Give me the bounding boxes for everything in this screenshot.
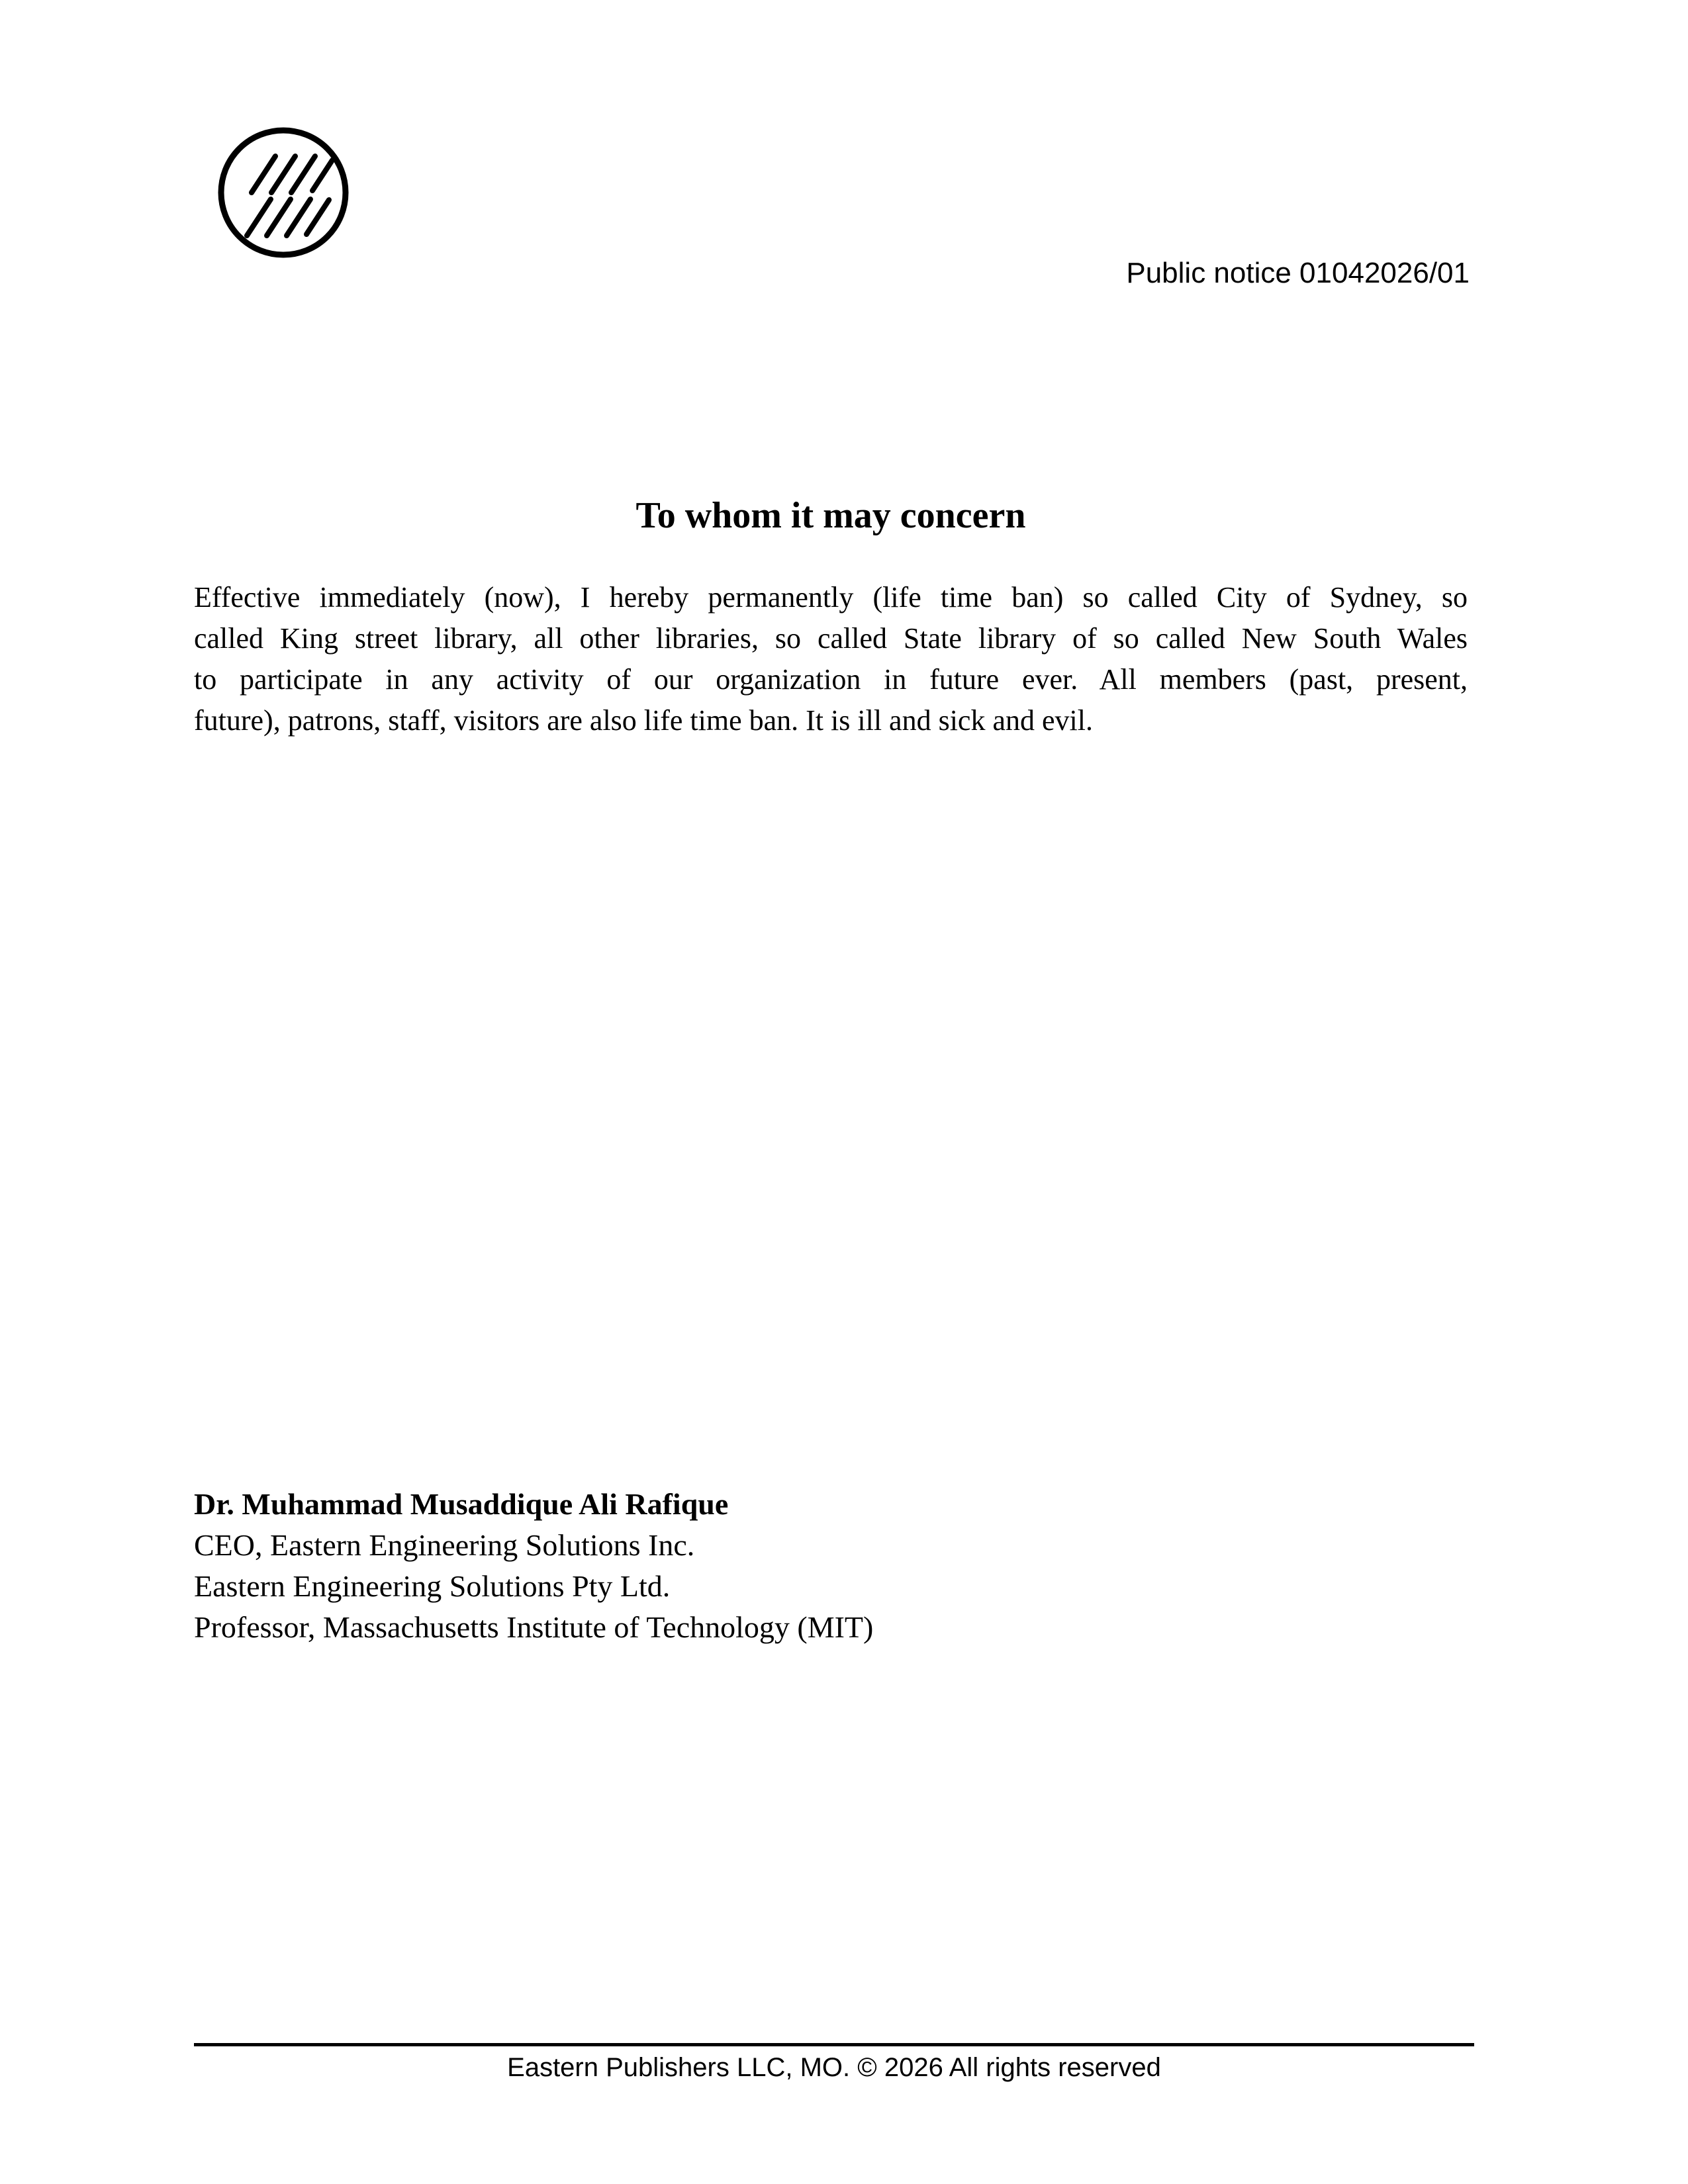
signatory-role: CEO, Eastern Engineering Solutions Inc. xyxy=(194,1528,695,1562)
signatory-role: Professor, Massachusetts Institute of Technology (MIT) xyxy=(194,1610,874,1644)
copyright-text: Eastern Publishers LLC, MO. © 2026 All rights reserved xyxy=(507,2053,1161,2082)
signature-block xyxy=(194,1484,873,1648)
body-line: Effective immediately (now), I hereby permanently (life time ban) so called City of Sydney, so xyxy=(194,581,1468,614)
footer-divider xyxy=(194,2043,1474,2046)
body-line: to participate in any activity of our organization in future ever. All members (past, present, xyxy=(194,663,1468,696)
notice-reference: Public notice 01042026/01 xyxy=(1126,257,1470,289)
body-line: called King street library, all other libraries, so called State library of so called New South Wales xyxy=(194,622,1468,655)
signatory-role: Eastern Engineering Solutions Pty Ltd. xyxy=(194,1569,671,1603)
company-logo xyxy=(215,124,352,261)
signatory-name: Dr. Muhammad Musaddique Ali Rafique xyxy=(194,1487,729,1521)
letter-title: To whom it may concern xyxy=(635,495,1026,536)
letter-body xyxy=(194,577,1468,741)
body-line: future), patrons, staff, visitors are also life time ban. It is ill and sick and evil. xyxy=(194,704,1093,737)
hatched-circle-logo-icon xyxy=(215,124,352,261)
